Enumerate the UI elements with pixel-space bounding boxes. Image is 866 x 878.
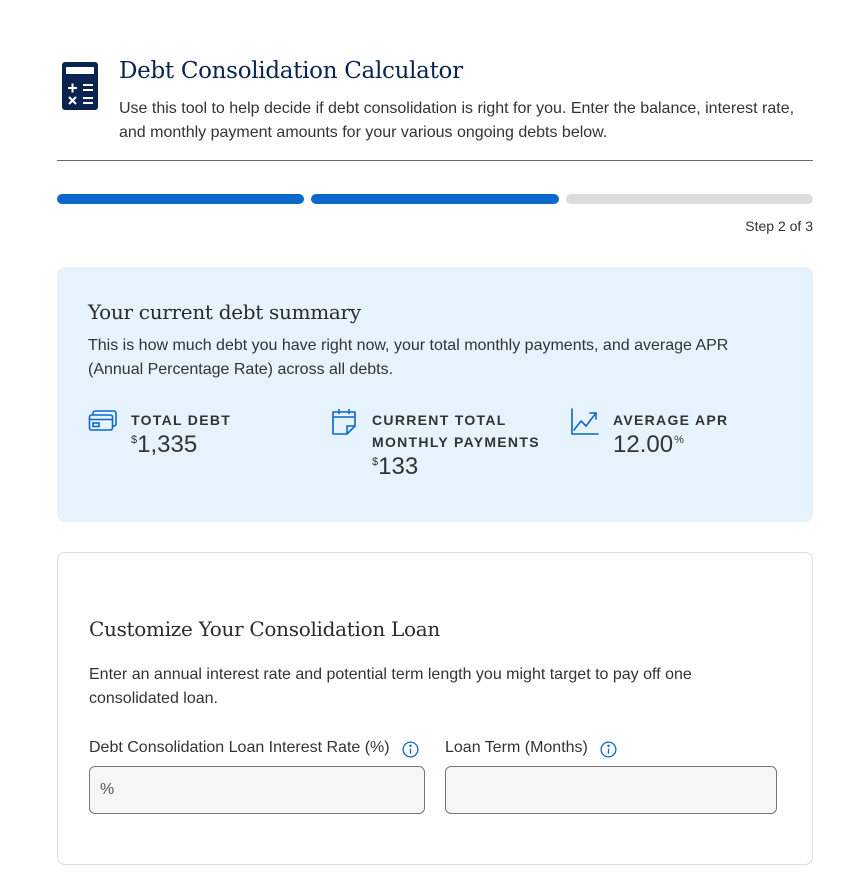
page-title: Debt Consolidation Calculator (119, 58, 463, 84)
total-debt-label: TOTAL DEBT (131, 412, 232, 428)
consolidation-loan-card (57, 552, 813, 865)
average-apr-amount: 12.00 (613, 431, 674, 458)
calculator-icon (62, 62, 98, 110)
percent-symbol: % (674, 434, 684, 446)
debt-summary-panel (57, 267, 813, 522)
currency-symbol: $ (131, 434, 138, 446)
loan-term-field-label (445, 738, 617, 758)
progress-segment-2 (311, 194, 558, 204)
credit-cards-icon (88, 407, 118, 437)
trend-chart-icon (570, 407, 600, 437)
progress-segment-3 (566, 194, 813, 204)
interest-rate-input[interactable] (89, 766, 425, 814)
step-progress-bar (57, 194, 813, 204)
currency-symbol: $ (372, 456, 379, 468)
summary-title: Your current debt summary (88, 300, 361, 324)
calendar-icon (329, 407, 359, 437)
interest-rate-info-icon[interactable] (402, 741, 419, 758)
average-apr-value (613, 431, 684, 459)
total-debt-amount: 1,335 (137, 431, 198, 458)
interest-rate-field-label (89, 738, 419, 758)
progress-segment-1 (57, 194, 304, 204)
loan-term-input[interactable] (445, 766, 777, 814)
total-debt-value (131, 431, 197, 459)
monthly-payments-amount: 133 (378, 453, 419, 480)
monthly-payments-value (372, 453, 418, 481)
monthly-payments-label: CURRENT TOTAL MONTHLY PAYMENTS (372, 412, 540, 450)
page-intro: Use this tool to help decide if debt consolidation is right for you. Enter the balance, interest rate, and monthly payment amounts for your various ongoing debts below. (119, 100, 795, 141)
loan-term-info-icon[interactable] (600, 741, 617, 758)
loan-card-title: Customize Your Consolidation Loan (89, 617, 440, 641)
header-divider (57, 160, 813, 161)
average-apr-label: AVERAGE APR (613, 412, 729, 428)
loan-term-label: Loan Term (Months) (445, 739, 588, 756)
loan-card-description: Enter an annual interest rate and potential term length you might target to pay off one consolidated loan. (89, 666, 692, 707)
summary-description: This is how much debt you have right now, your total monthly payments, and average APR (Annual Percentage Rate) across all debts. (88, 337, 729, 378)
interest-rate-label: Debt Consolidation Loan Interest Rate (%) (89, 739, 390, 756)
step-indicator: Step 2 of 3 (745, 218, 813, 234)
